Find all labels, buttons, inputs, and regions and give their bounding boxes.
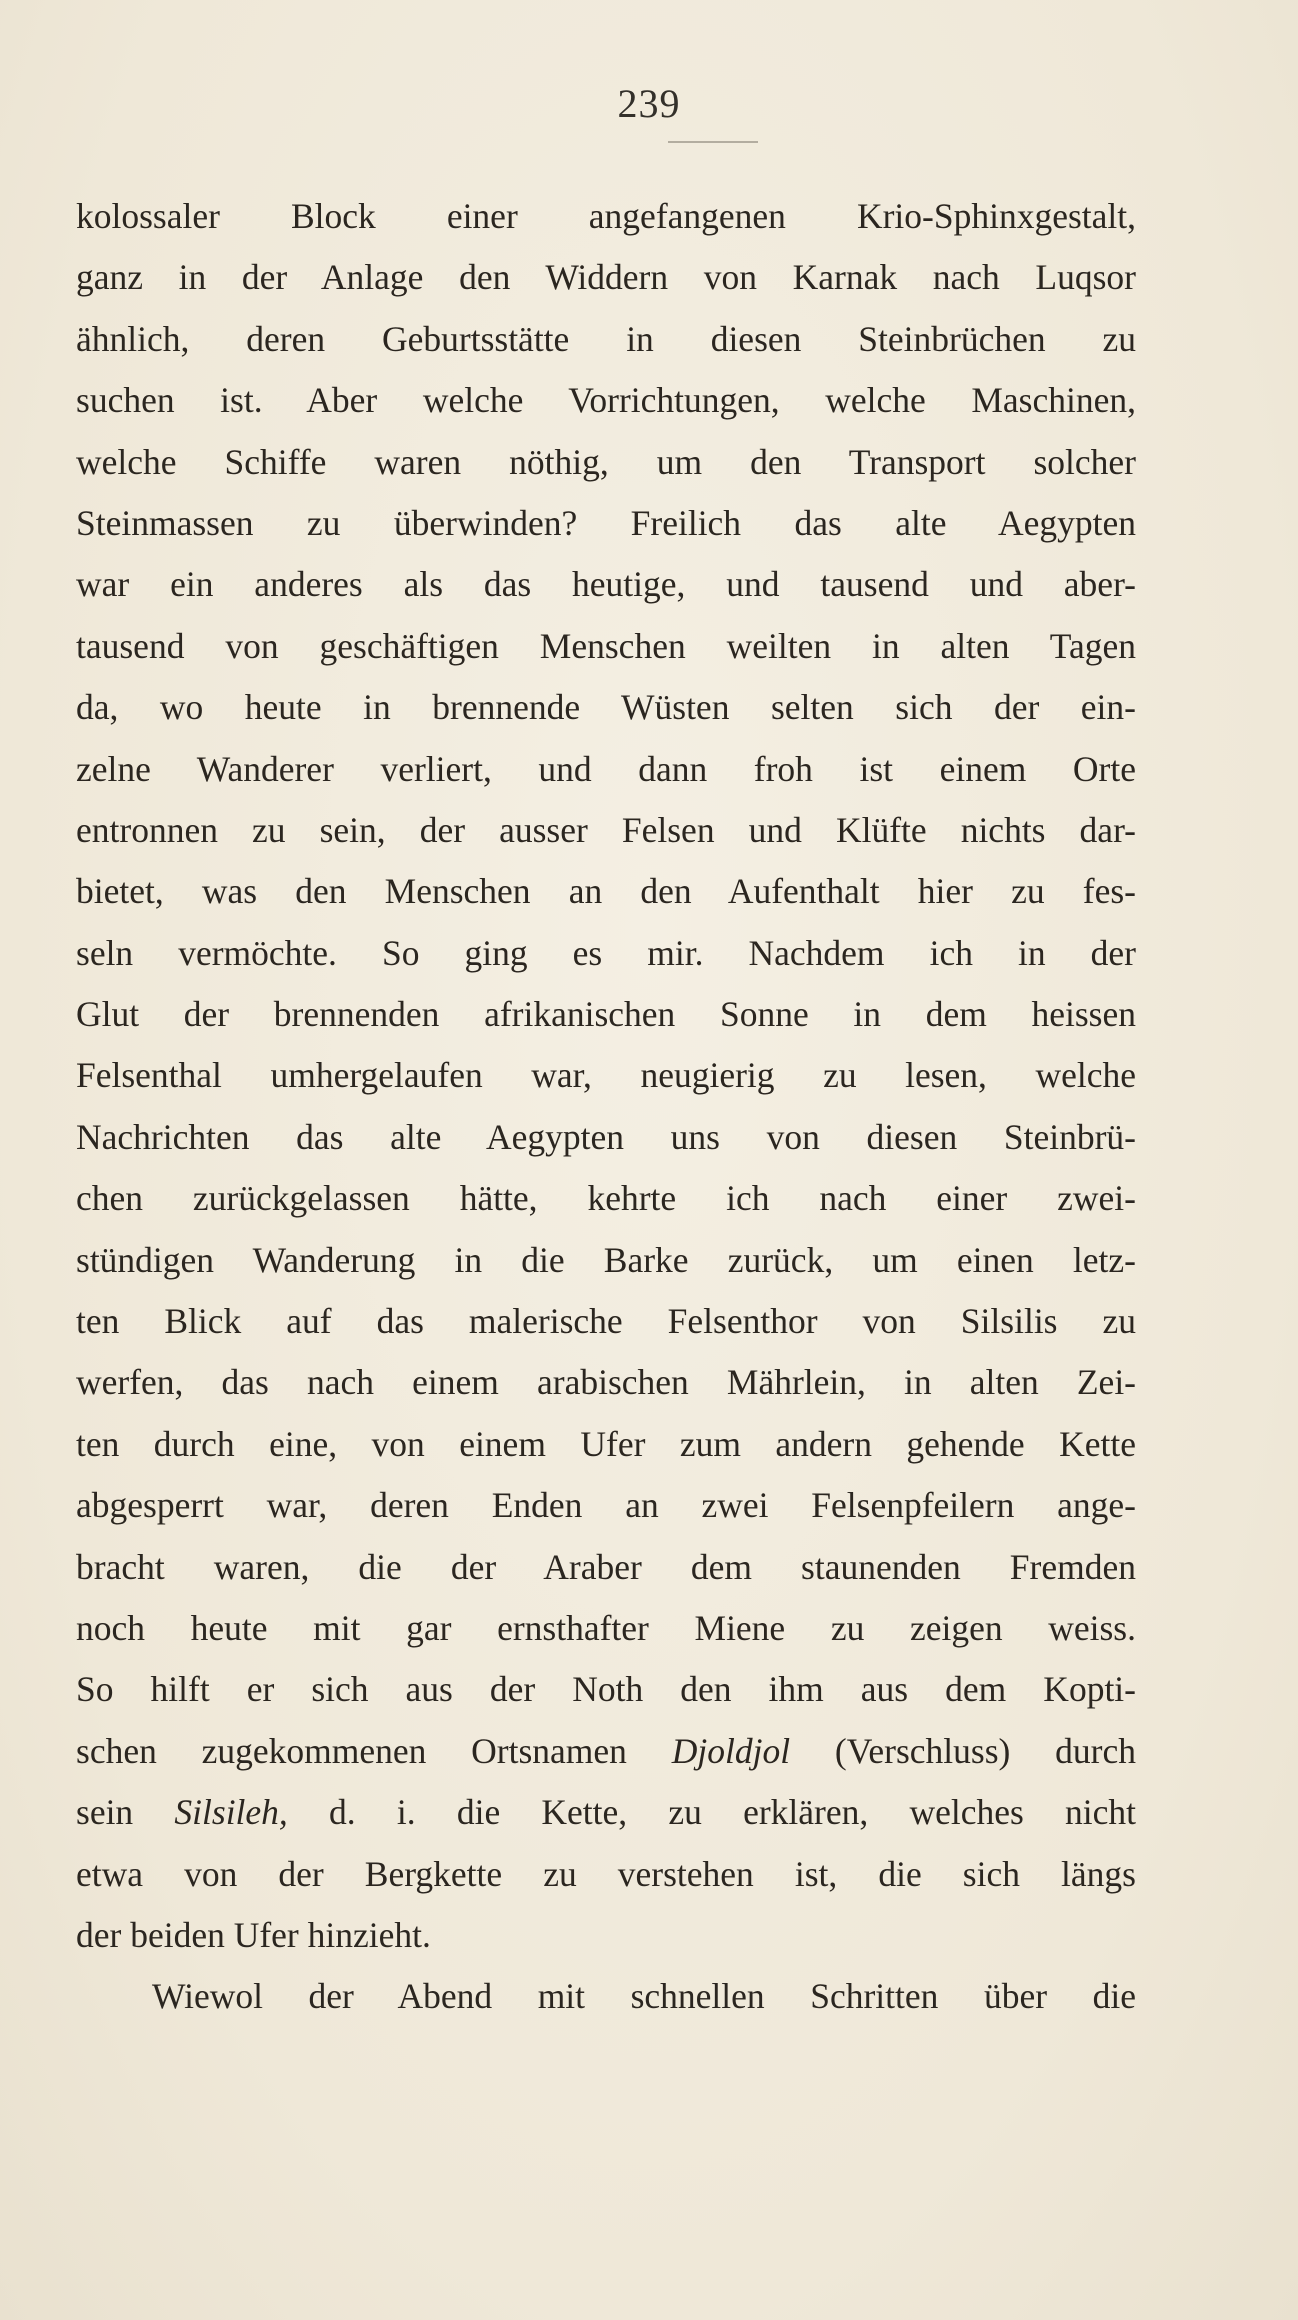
paragraph-start-line: Wiewol der Abend mit schnellen Schritten über die	[152, 1976, 1136, 2017]
text-line-with-italic	[76, 1721, 1136, 1782]
text-line: seln vermöchte. So ging es mir. Nachdem ich in der	[76, 932, 1136, 973]
text-line: ten durch eine, von einem Ufer zum andern gehende Kette	[76, 1423, 1136, 1464]
text-line: Felsenthal umhergelaufen war, neugierig zu lesen, welche	[76, 1055, 1136, 1096]
text-line-with-italic	[76, 1782, 1136, 1843]
text-line: war ein anderes als das heutige, und tausend und aber-	[76, 564, 1136, 605]
text-line: kolossaler Block einer angefangenen Krio-Sphinxgestalt,	[76, 196, 1136, 236]
text-line: ganz in der Anlage den Widdern von Karnak nach Luqsor	[76, 257, 1136, 298]
text-line: etwa von der Bergkette zu verstehen ist, die sich längs	[76, 1853, 1136, 1894]
text-line: zelne Wanderer verliert, und dann froh ist einem Orte	[76, 748, 1136, 789]
italic-term-silsileh: Silsileh,	[174, 1792, 288, 1833]
text-line: bracht waren, die der Araber dem staunenden Fremden	[76, 1546, 1136, 1587]
text-line: abgesperrt war, deren Enden an zwei Felsenpfeilern ange-	[76, 1485, 1136, 1526]
text-line: bietet, was den Menschen an den Aufenthalt hier zu fes-	[76, 871, 1136, 912]
text-line: Steinmassen zu überwinden? Freilich das alte Aegypten	[76, 502, 1136, 543]
line-head: schen zugekommenen Ortsnamen	[76, 1730, 627, 1771]
text-line: der beiden Ufer hinzieht.	[76, 1914, 431, 1955]
text-line: entronnen zu sein, der ausser Felsen und Klüfte nichts dar-	[76, 809, 1136, 850]
text-line: da, wo heute in brennende Wüsten selten sich der ein-	[76, 687, 1136, 728]
text-line: ten Blick auf das malerische Felsenthor von Silsilis zu	[76, 1301, 1136, 1342]
body-text	[76, 186, 1136, 2028]
page-number: 239	[617, 81, 681, 126]
text-line: chen zurückgelassen hätte, kehrte ich nach einer zwei-	[76, 1178, 1136, 1219]
italic-term-djoldjol: Djoldjol	[671, 1730, 791, 1771]
header-rule	[668, 141, 758, 143]
text-line: tausend von geschäftigen Menschen weilten in alten Tagen	[76, 625, 1136, 666]
line-tail: d. i. die Kette, zu erklären, welches nicht	[329, 1792, 1136, 1833]
text-line: werfen, das nach einem arabischen Mährlein, in alten Zei-	[76, 1362, 1136, 1403]
text-line: So hilft er sich aus der Noth den ihm aus dem Kopti-	[76, 1669, 1136, 1710]
line-head: sein	[76, 1792, 134, 1833]
text-line: welche Schiffe waren nöthig, um den Transport solcher	[76, 441, 1136, 482]
text-line: suchen ist. Aber welche Vorrichtungen, welche Maschinen,	[76, 380, 1136, 421]
text-line: Glut der brennenden afrikanischen Sonne in dem heissen	[76, 994, 1136, 1035]
text-line: noch heute mit gar ernsthafter Miene zu zeigen weiss.	[76, 1607, 1136, 1648]
text-line: ähnlich, deren Geburtsstätte in diesen Steinbrüchen zu	[76, 318, 1136, 359]
line-tail: (Verschluss) durch	[834, 1730, 1136, 1771]
text-line: stündigen Wanderung in die Barke zurück, um einen letz-	[76, 1239, 1136, 1280]
text-line: Nachrichten das alte Aegypten uns von diesen Steinbrü-	[76, 1116, 1136, 1157]
